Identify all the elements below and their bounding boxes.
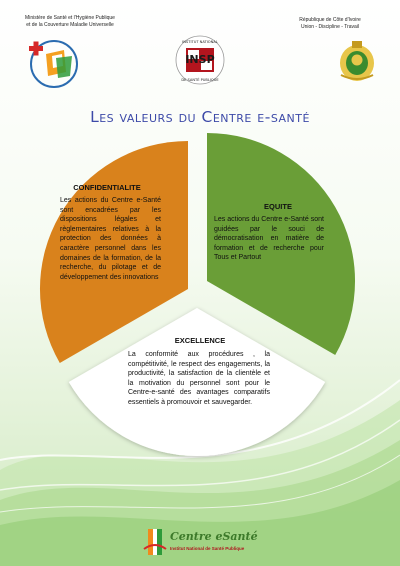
institute-logo-arc-text: INSTITUT NATIONAL [182, 40, 218, 44]
ministry-line-1: Ministère de Santé et l'Hygiène Publique [25, 15, 115, 21]
page-title: Les valeurs du Centre e-santé [90, 108, 310, 126]
republic-line-1: République de Côte d'Ivoire [299, 17, 361, 23]
footer-subtitle: Institut National de Santé Publique [170, 546, 245, 551]
republic-line-2: Union - Discipline - Travail [300, 24, 360, 30]
equite-text: Les actions du Centre e-Santé sont guidées par le souci de démocratisation en matière de formation et de recherche pour Tous et Partout [214, 216, 324, 262]
institute-logo-letters: INSP [185, 53, 215, 66]
excellence-title: EXCELLENCE [174, 336, 226, 345]
institute-logo-bottom-text: DE SANTÉ PUBLIQUE [181, 78, 219, 82]
footer-brand: Centre eSanté [170, 530, 258, 543]
centre-esante-logo-icon [142, 525, 168, 559]
equite-title: EQUITE [264, 202, 292, 211]
confidentialite-title: CONFIDENTIALITE [73, 183, 141, 192]
confidentialite-text: Les actions du Centre e-Santé sont encadrées par les dispositions légales et règlementaires relatives à la protection des données à caractère personnel dans les domaines de la formation, de la recherche, du pilotage et de développement des innovations [60, 197, 161, 281]
excellence-text: La conformité aux procédures , la compétitivité, le respect des engagements, la productivité, la satisfaction de la clientèle et la motivation du personnel sont pour le Centre-e-santé des avantages comparatifs essentiels à promouvoir et sauvegarder. [128, 351, 270, 406]
ministry-line-2: et de la Couverture Maladie Universelle [26, 21, 114, 28]
